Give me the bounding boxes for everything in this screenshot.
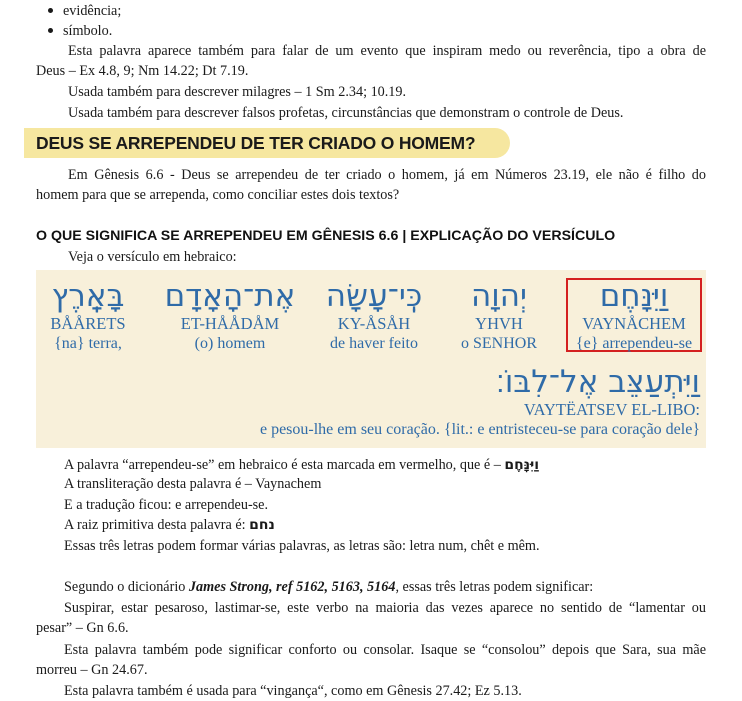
hebrew-root-inline: נחם bbox=[249, 517, 275, 533]
transliteration: YHVH bbox=[475, 314, 523, 333]
hebrew-word: אֶת־הָאָדָם bbox=[164, 278, 296, 314]
translation: {na} terra, bbox=[54, 335, 122, 352]
paragraph-line: Em Gênesis 6.6 - Deus se arrependeu de ter criado o homem, já em Números 23.19, ele não é filho do bbox=[68, 167, 706, 183]
hebrew-word: בָּאָֽרֶץ bbox=[51, 278, 125, 314]
transliteration: VAYNÅCHEM bbox=[582, 314, 686, 333]
strong-reference: James Strong, ref 5162, 5163, 5164 bbox=[188, 579, 396, 595]
translation: o SENHOR bbox=[460, 335, 537, 352]
paragraph: Esta palavra também é usada para “vingança“, como em Gênesis 27.42; Ez 5.13. bbox=[64, 683, 522, 699]
transliteration: KY-ÅSÅH bbox=[337, 314, 411, 333]
hebrew-word: כִּֽי־עָשָׂה bbox=[325, 278, 423, 314]
verse-word bbox=[160, 278, 300, 354]
translation: de haver feito bbox=[330, 335, 418, 352]
transliteration: VAYTËATSEV EL-LIBO: bbox=[523, 400, 700, 419]
verse-word bbox=[314, 278, 434, 354]
translation: {e} arrependeu-se bbox=[575, 335, 693, 352]
hebrew-word: וַיִּנָּחֶם bbox=[599, 278, 669, 314]
section-heading: DEUS SE ARREPENDEU DE TER CRIADO O HOMEM? bbox=[36, 133, 476, 153]
translation: (o) homem bbox=[194, 335, 266, 352]
paragraph: Usada também para descrever falsos profetas, circunstâncias que demonstram o controle de Deus. bbox=[68, 105, 624, 121]
paragraph-line: Deus – Ex 4.8, 9; Nm 14.22; Dt 7.19. bbox=[36, 63, 249, 79]
dictionary-intro: Segundo o dicionário James Strong, ref 5162, 5163, 5164, essas três letras podem significar: bbox=[64, 579, 594, 595]
hebrew-verse-panel bbox=[36, 270, 706, 448]
explanation-line: A transliteração desta palavra é – Vaynachem bbox=[64, 476, 322, 492]
paragraph-line: homem para que se arrependa, como conciliar estes dois textos? bbox=[36, 187, 400, 203]
bullet-item: símbolo. bbox=[48, 21, 112, 41]
transliteration: ET-HÅÅDÅM bbox=[180, 314, 280, 333]
subsection-heading: O QUE SIGNIFICA SE ARREPENDEU EM GÊNESIS 6.6 | EXPLICAÇÃO DO VERSÍCULO bbox=[36, 228, 616, 244]
transliteration: BÅÅRETS bbox=[50, 314, 126, 333]
explanation-line: A palavra “arrependeu-se” em hebraico é esta marcada em vermelho, que é – וַיִּנָּחֶם bbox=[64, 457, 540, 473]
translation: e pesou-lhe em seu coração. {lit.: e entristeceu-se para coração dele} bbox=[259, 421, 700, 438]
bullet-dot-icon bbox=[48, 8, 53, 13]
hebrew-word: וַיִּתְעַצֵּב אֶל־לִבּוֹ׃ bbox=[495, 364, 700, 400]
paragraph-line: morreu – Gn 24.67. bbox=[36, 662, 148, 678]
verse-word-highlighted bbox=[566, 278, 702, 354]
bullet-item: evidência; bbox=[48, 1, 121, 21]
hebrew-word: יְהוָה bbox=[471, 278, 527, 314]
paragraph-line: Esta palavra também pode significar conforto ou consolar. Isaque se “consolou” depois que Sara, sua mãe bbox=[64, 642, 706, 658]
explanation-line: Essas três letras podem formar várias palavras, as letras são: letra num, chêt e mêm. bbox=[64, 538, 540, 554]
paragraph-line: pesar” – Gn 6.6. bbox=[36, 620, 129, 636]
paragraph: Usada também para descrever milagres – 1 Sm 2.34; 10.19. bbox=[68, 84, 407, 100]
verse-line-2 bbox=[260, 364, 700, 440]
paragraph-line: Suspirar, estar pesaroso, lastimar-se, este verbo na maioria das vezes aparece no sentido de “lamentar ou bbox=[64, 600, 706, 616]
verse-word bbox=[444, 278, 554, 354]
explanation-line: E a tradução ficou: e arrependeu-se. bbox=[64, 497, 269, 513]
bullet-dot-icon bbox=[48, 28, 53, 33]
explanation-line: A raiz primitiva desta palavra é: נחם bbox=[64, 517, 275, 533]
hebrew-word-inline: וַיִּנָּחֶם bbox=[504, 457, 540, 473]
paragraph-line: Esta palavra aparece também para falar de um evento que inspiram medo ou reverência, tipo a obra de bbox=[68, 43, 706, 59]
verse-word bbox=[40, 278, 136, 354]
verse-intro: Veja o versículo em hebraico: bbox=[68, 249, 237, 265]
